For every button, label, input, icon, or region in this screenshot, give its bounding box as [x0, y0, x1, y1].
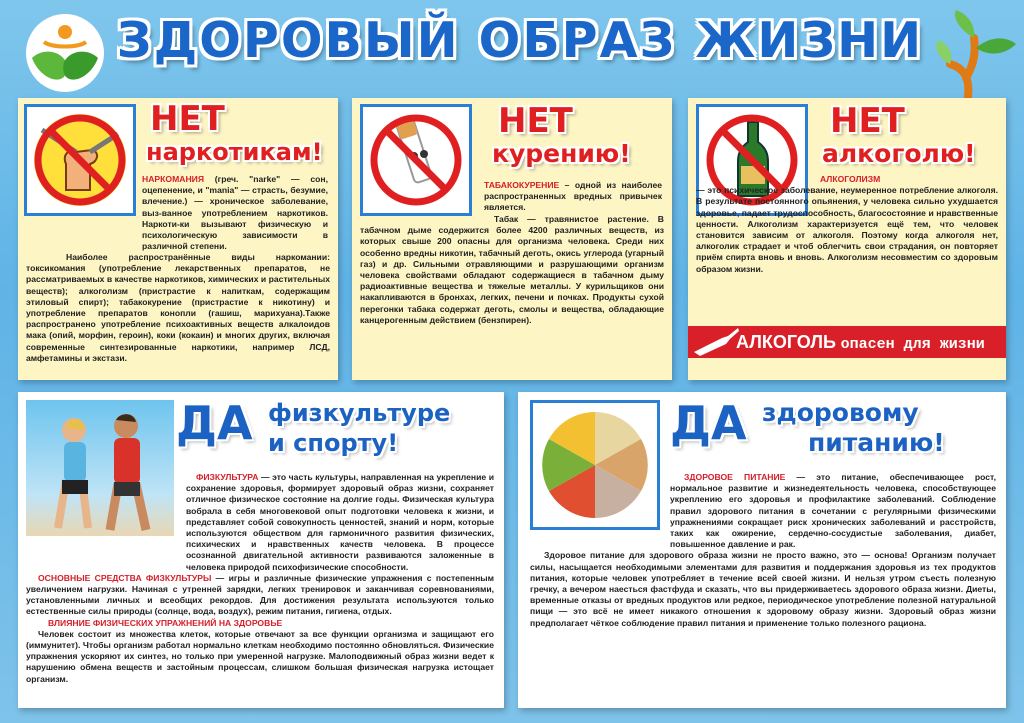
panel-no-alcohol — [688, 98, 1006, 380]
no-drugs-intro — [142, 174, 328, 252]
physical-culture-means-text: — игры и различные физические упражнения с постепенным увеличением нагрузки. Начиная с утренней зарядки, легких тренировок и заканчивая соревнованиями, установленными личных и всеобщих рекордов. Для достижения результата используются только естественные силы природы (солнце, вода, воздух), режим питания, гигиена, отдых. — [26, 572, 494, 617]
no-smoking-image-frame — [360, 104, 472, 216]
yes-sport-text — [26, 472, 494, 685]
panel-no-smoking — [352, 98, 672, 380]
no-drugs-subtitle: наркотикам! — [146, 138, 323, 166]
panel-yes-sport — [18, 392, 504, 708]
yes-food-subtitle-1: здоровому — [762, 398, 919, 427]
yes-sport-da: ДА — [176, 396, 253, 450]
no-alcohol-net: НЕТ — [830, 101, 905, 141]
healthy-eating-text: Здоровое питание для здорового образа жизни не просто важно, это — основа! Организм получает силы, насыщается необходимыми элементами для развития и поддержания здоровья из тех продуктов питания, которые человек употребляет в течение всей своей жизни. И нельзя утром съесть полезную гречку, а вечером наесться фастфуда и сказать, что вы придерживаетесь здорового образа жизни. Диеты, временные отказы от вредных продуктов или редкое, периодическое употребление полезной натуральной пищи — это всё не имеет никакого отношения к здоровому образу жизни. Здоровый образ жизни предполагает чёткое соблюдение правил питания и применение только полезного рациона. — [530, 550, 996, 628]
no-drugs-image-frame — [24, 104, 136, 216]
sprout-icon — [930, 8, 1018, 98]
no-drugs-text: Наиболее распространённые виды наркомании: токсикомания (употребление лекарственных препаратов, не рассматриваемых в качестве наркотиков, химических и растительных веществ); алкоголизм (пристрастие к напиткам, содержащим этиловый спирт); табакокурение (пристрастие к никотину) и употребление препаратов конопли (гашиш, марихуана).Также распространено употребление психоактивных веществ алкалоидов мака (опий, морфин, героин), коки (кокаин) и многих других, включая современные синтезированные наркотики, например ЛСД, амфетамины и экстази. — [26, 252, 330, 363]
physical-culture-means-heading: ОСНОВНЫЕ СРЕДСТВА ФИЗКУЛЬТУРЫ — [38, 572, 212, 583]
alcohol-warning-bar — [688, 326, 1006, 358]
no-drugs-net: НЕТ — [150, 99, 225, 139]
yes-food-text — [530, 472, 996, 629]
health-logo-icon — [22, 12, 108, 94]
panel-yes-food — [518, 392, 1006, 708]
alcoholism-term: АЛКОГОЛИЗМ — [820, 174, 881, 184]
no-smoking-net: НЕТ — [498, 101, 573, 141]
healthy-eating-term: ЗДОРОВОЕ ПИТАНИЕ — [684, 472, 786, 482]
yes-food-subtitle-2: питанию! — [808, 428, 945, 457]
no-smoking-text: Табак — травянистое растение. В табачном дыме содержится более 4200 различных веществ, из которых свыше 200 опасны для организма человека. Среди них особенно вредны никотин, табачный деготь, окись углерода (угарный газ) и др. Сильными отравляющими и разрушающими организм человека свойствами обладают содержащиеся в табачном дыму радиоактивные вещества и тяжелые металлы. У курильщиков они накапливаются в бронхах, легких, печени и почках. Продукты сухой перегонки табака содержат деготь, смолы и вещества, обладающие канцерогенным действием (бензпирен). — [360, 214, 664, 325]
poster-title: ЗДОРОВЫЙ ОБРАЗ ЖИЗНИ — [116, 12, 924, 69]
healthy-eating-definition: — это питание, обеспечивающее рост, нормальное развитие и жизнедеятельность человека, способствующее укреплению его здоровья и профилактике заболеваний. Соблюдение правил здорового питания в сочетании с регулярными физическими упражнениями сокращает риск хронических заболеваний и расстройств, таких как ожирение, сердечно-сосудистые заболевания, диабет, повышенное давление и рак. — [670, 472, 997, 550]
yes-sport-subtitle-2: и спорту! — [268, 429, 399, 457]
drug-addiction-term: НАРКОМАНИЯ — [142, 174, 204, 184]
physical-culture-definition: — это часть культуры, направленная на укрепление и сохранение здоровья, формирует здоровый образ жизни, сохраняет отличное физическое состояние на долгие годы. Физическая культура вобрала в себя многовековой опыт подготовки человека к жизни, и представляет собой совокупность ценностей, знаний и норм, которые используются обществом для гармоничного развития физических, психических и нравственных качеств человека. В процессе осознанной двигательной активности развиваются заложенные в человека природой психофизические способности. — [186, 472, 494, 572]
panel-no-drugs — [18, 98, 338, 380]
alcohol-warning-rest: опасен для жизни — [840, 336, 985, 353]
no-drugs-icon — [32, 112, 128, 208]
no-smoking-subtitle: курению! — [492, 139, 631, 168]
yes-food-da: ДА — [670, 396, 747, 450]
no-alcohol-subtitle: алкоголю! — [822, 139, 976, 168]
exercise-effects-text: Человек состоит из множества клеток, которые отвечают за все функции организма и защищают его (иммунитет). Чтобы организм работал нормально клеткам необходимо постоянно обновляться. Физические упражнения ускоряют их синтез, но только при умеренной нагрузке. Малоподвижный образ жизни ведет к нарушению обмена веществ и застойным процессам, слишком большая физическая нагрузка истощает организм. — [26, 628, 494, 684]
bottle-icon — [692, 326, 740, 358]
yes-sport-subtitle-1: физкультуре — [268, 399, 451, 427]
exercise-effects-heading: ВЛИЯНИЕ ФИЗИЧЕСКИХ УПРАЖНЕНИЙ НА ЗДОРОВЬЕ — [48, 617, 283, 628]
smoking-definition: – одной из наиболее распространенных вредных привычек является. — [484, 180, 662, 213]
smoking-term: ТАБАКОКУРЕНИЕ — [484, 180, 560, 190]
alcohol-warning-text — [736, 330, 985, 357]
no-alcohol-text — [696, 174, 998, 275]
alcoholism-definition: — это психическое заболевание, неумеренное потребление алкоголя. В результате постоянного опьянения, у человека сильно ухудшается здоровье, падает трудоспособность, благосостояние и нравственные ценности. Алкоголизм характеризуется ещё тем, что человек становится зависим от алкоголя. Поэтому когда алкоголя нет, алкоголик страдает и чтоб облегчить свои страдания, он повторяет приём спирта вновь и вновь. Алкоголизм несовместим со здоровым образом жизни. — [696, 185, 998, 274]
drug-addiction-definition: (греч. "narke" — сон, оцепенение, и "mania" — страсть, безумие, влечение.) — хроническое заболевание, выз-ванное употреблением наркотиков. Наркоти-ки вызывают физическую и психологическую зависимости в различной степени. — [142, 174, 328, 252]
no-smoking-icon — [368, 112, 464, 208]
alcohol-warning-word: АЛКОГОЛЬ — [736, 332, 836, 352]
no-smoking-intro — [484, 180, 662, 214]
physical-culture-term: ФИЗКУЛЬТУРА — [196, 472, 259, 482]
